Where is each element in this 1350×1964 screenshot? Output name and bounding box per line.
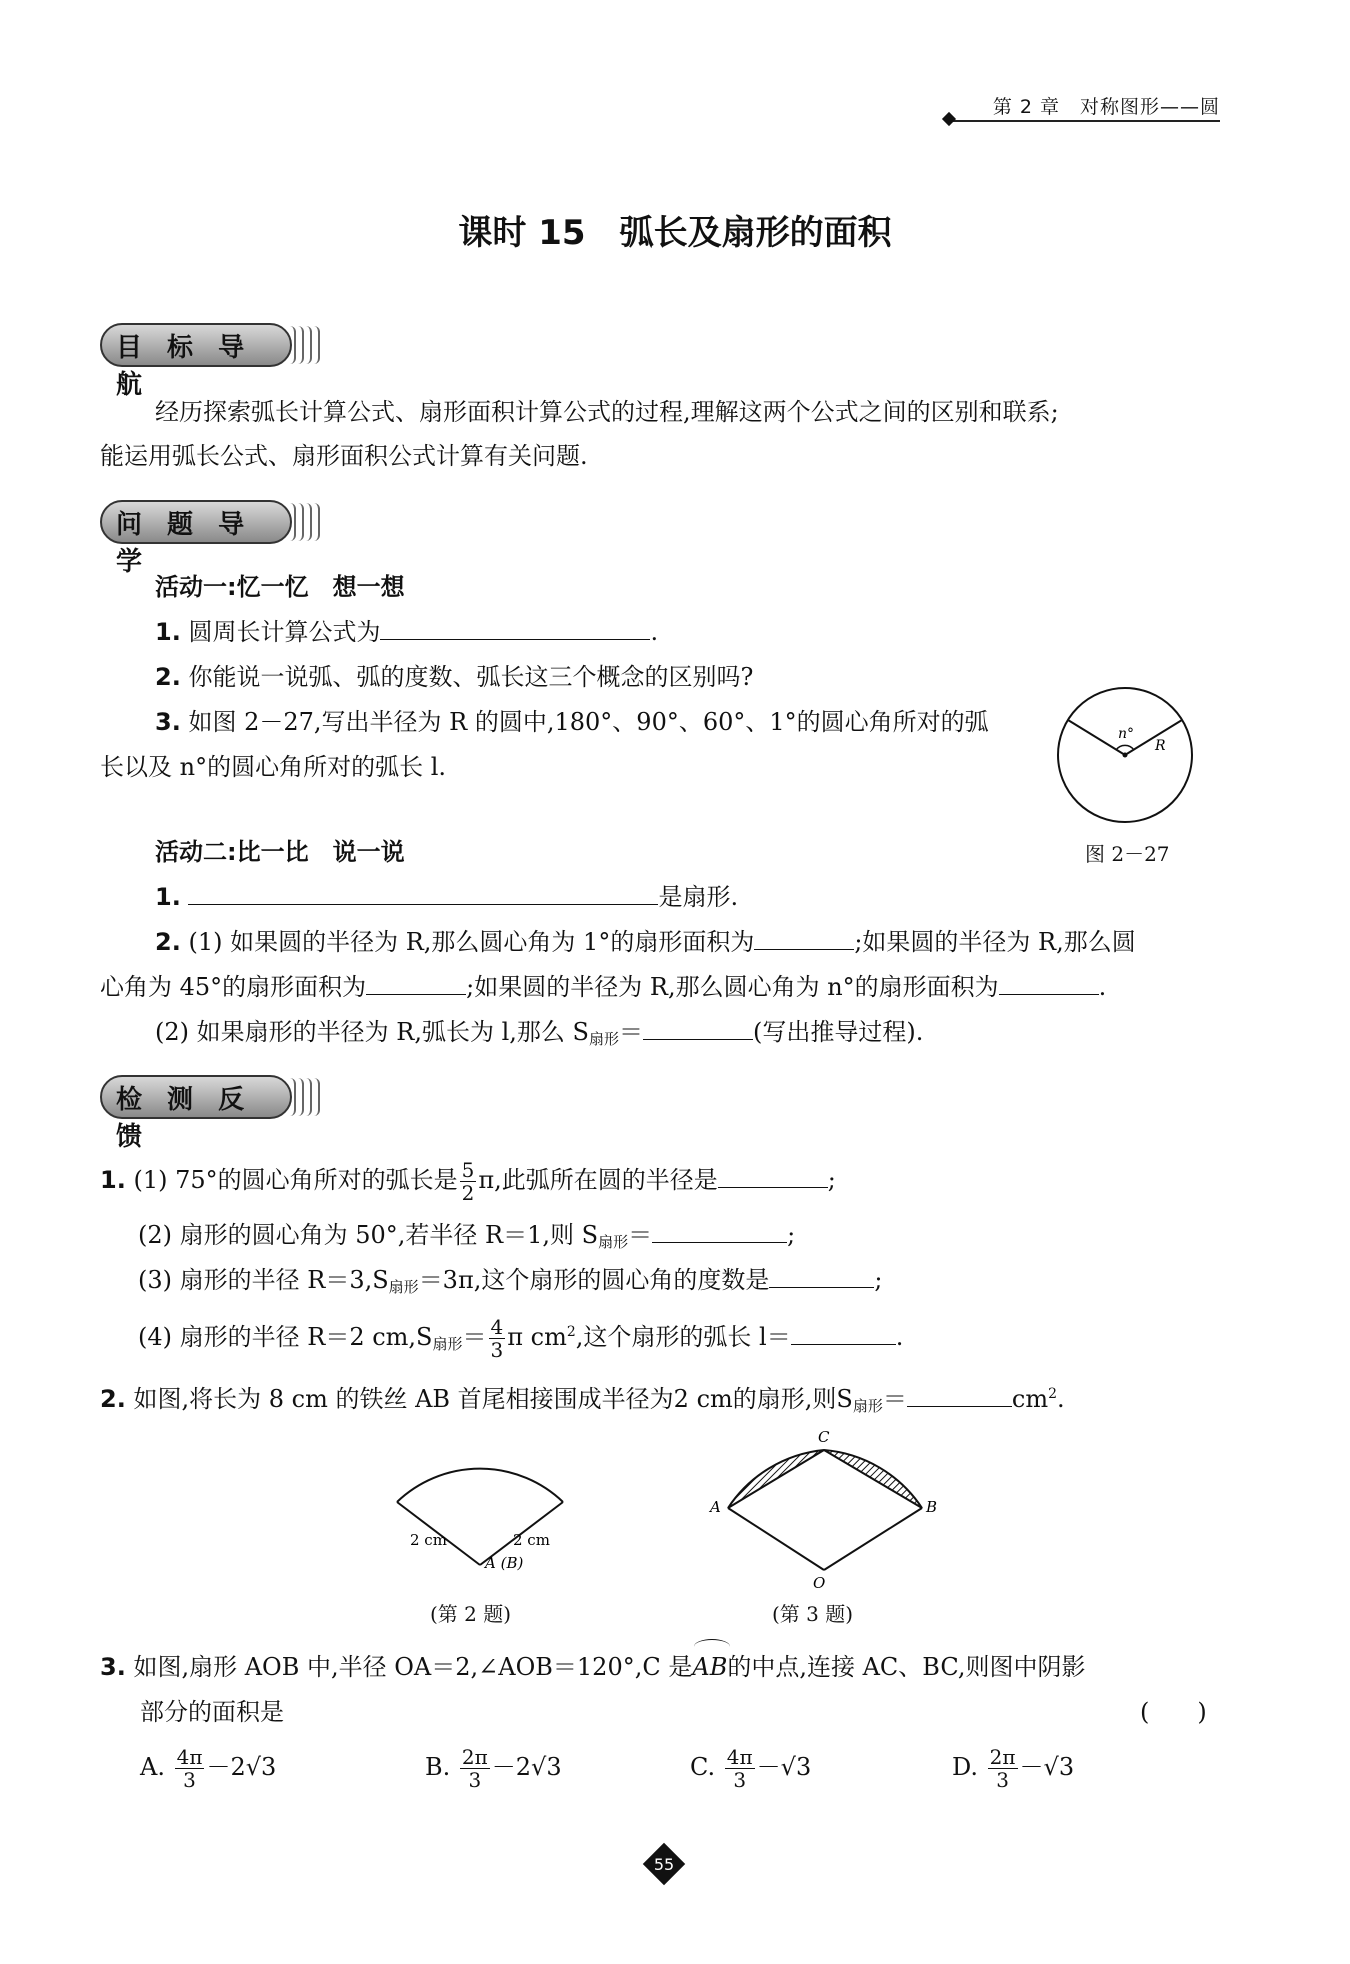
section-title: 目 标 导 航 bbox=[116, 333, 253, 400]
label-n: n° bbox=[1118, 726, 1135, 742]
q-number: 2. bbox=[155, 663, 181, 691]
option-label: C. bbox=[690, 1753, 716, 1781]
option-b[interactable] bbox=[425, 1745, 562, 1791]
option-a[interactable] bbox=[140, 1745, 276, 1791]
section-title: 检 测 反 馈 bbox=[116, 1085, 253, 1152]
q-text: ;如果圆的半径为 R,那么圆心角为 n°的扇形面积为 bbox=[466, 973, 999, 1001]
figure-caption-2-27: 图 2－27 bbox=[1085, 842, 1170, 866]
activity2-q1 bbox=[155, 875, 738, 919]
q3-options bbox=[140, 1745, 1240, 1805]
q-text: (1) 75°的圆心角所对的弧长是 bbox=[133, 1166, 458, 1194]
page-number: 55 bbox=[653, 1855, 675, 1874]
label-C: C bbox=[818, 1428, 830, 1446]
figure-caption-q2: (第 2 题) bbox=[430, 1602, 512, 1626]
section-badge-goal bbox=[100, 323, 290, 400]
shaded-segment-left bbox=[728, 1450, 824, 1508]
numerator: 2π bbox=[989, 1745, 1016, 1769]
subscript: 扇形 bbox=[588, 1030, 619, 1048]
activity1-q3 bbox=[155, 700, 989, 744]
subscript: 扇形 bbox=[432, 1335, 463, 1353]
numerator: 4π bbox=[176, 1745, 203, 1769]
answer-blank[interactable] bbox=[791, 1316, 896, 1345]
q-number: 2. bbox=[155, 928, 181, 956]
q-number: 1. bbox=[155, 883, 181, 911]
label-O: O bbox=[813, 1574, 826, 1590]
answer-blank[interactable] bbox=[380, 611, 650, 640]
denominator: 3 bbox=[468, 1768, 482, 1792]
activity2-q2-line3 bbox=[155, 1010, 923, 1061]
denominator: 3 bbox=[490, 1338, 504, 1362]
answer-blank[interactable] bbox=[718, 1159, 828, 1188]
label-point-A-B: A (B) bbox=[485, 1554, 524, 1572]
check-q1-2: (2) 扇形的圆心角为 50°,若半径 R＝1,则 $S_{扇形}=$ ; bbox=[138, 1213, 795, 1264]
answer-blank[interactable] bbox=[907, 1378, 1012, 1407]
denominator: 3 bbox=[183, 1768, 196, 1792]
numerator: 4 bbox=[490, 1315, 504, 1339]
answer-blank[interactable] bbox=[188, 876, 658, 905]
answer-blank[interactable] bbox=[769, 1259, 874, 1288]
q-number: 1. bbox=[100, 1166, 126, 1194]
q-text: 心角为 45°的扇形面积为 bbox=[100, 973, 367, 1001]
header-rule bbox=[950, 120, 1220, 122]
option-d[interactable] bbox=[952, 1745, 1074, 1791]
activity2-q2-line2: 心角为 45°的扇形面积为 ;如果圆的半径为 R,那么圆心角为 n°的扇形面积为 . bbox=[100, 965, 1106, 1009]
radius-OB bbox=[824, 1508, 922, 1570]
q-text: ,这个扇形的弧长 l＝ bbox=[575, 1323, 791, 1351]
subscript: 扇形 bbox=[598, 1233, 629, 1251]
check-q1-1: 1. (1) 75°的圆心角所对的弧长是 $\frac{5}{2}$ π,此弧所在圆的半径是 ; bbox=[100, 1158, 836, 1205]
activity1-q1: 1. 圆周长计算公式为 . bbox=[155, 610, 658, 654]
option-tail: －2√3 bbox=[491, 1753, 562, 1781]
section-title: 问 题 导 学 bbox=[116, 510, 253, 577]
activity2-q2-line1 bbox=[155, 920, 1136, 964]
denominator: 3 bbox=[996, 1768, 1009, 1792]
denominator: 3 bbox=[733, 1768, 747, 1792]
q-number: 2. bbox=[100, 1385, 126, 1413]
fraction bbox=[460, 1159, 477, 1204]
page-number-badge bbox=[640, 1840, 688, 1888]
figure-circle-2-27 bbox=[1050, 680, 1200, 830]
check-q3-line1 bbox=[100, 1645, 1086, 1689]
q-text: 如图,扇形 AOB 中,半径 OA＝2,∠AOB＝120°,C 是 bbox=[133, 1653, 693, 1681]
activity1-title: 活动一:忆一忆 想一想 bbox=[155, 573, 405, 601]
q-text: (写出推导过程). bbox=[752, 1018, 924, 1046]
answer-blank[interactable] bbox=[366, 966, 466, 995]
q-text: (3) 扇形的半径 R＝3,S bbox=[138, 1266, 389, 1294]
option-tail: －2√3 bbox=[206, 1753, 277, 1781]
check-q2: 2. 如图,将长为 8 cm 的铁丝 AB 首尾相接围成半径为2 cm的扇形,则$S_{扇形}= cm^2$. bbox=[100, 1372, 1065, 1428]
q-text: ＝3π,这个扇形的圆心角的度数是 bbox=[418, 1266, 770, 1294]
label-A: A bbox=[710, 1498, 721, 1516]
q-text: ;如果圆的半径为 R,那么圆 bbox=[854, 928, 1136, 956]
figure-q3-sector bbox=[700, 1420, 950, 1590]
q-text: 的中点,连接 AC、BC,则图中阴影 bbox=[727, 1653, 1086, 1681]
q-text: 如图 2－27,写出半径为 R 的圆中,180°、90°、60°、1°的圆心角所对的弧 bbox=[188, 708, 989, 736]
goal-line-1: 经历探索弧长计算公式、扇形面积计算公式的过程,理解这两个公式之间的区别和联系; bbox=[155, 398, 1059, 426]
answer-blank[interactable] bbox=[999, 966, 1099, 995]
check-q3-line2: 部分的面积是 bbox=[140, 1698, 284, 1726]
q-text: 你能说一说弧、弧的度数、弧长这三个概念的区别吗? bbox=[188, 663, 754, 691]
q-number: 3. bbox=[100, 1653, 126, 1681]
angle-arc bbox=[1116, 745, 1134, 750]
option-label: B. bbox=[425, 1753, 451, 1781]
denominator: 2 bbox=[461, 1181, 475, 1205]
label-R: R bbox=[1155, 738, 1166, 754]
label-radius-right: 2 cm bbox=[513, 1531, 550, 1549]
option-tail: －√3 bbox=[1019, 1753, 1075, 1781]
subscript: 扇形 bbox=[852, 1397, 883, 1415]
activity1-q2 bbox=[155, 655, 753, 699]
option-label: A. bbox=[140, 1753, 165, 1781]
radius-OA bbox=[728, 1508, 824, 1570]
arc-AB bbox=[692, 1645, 727, 1689]
fraction bbox=[489, 1316, 506, 1361]
option-c[interactable] bbox=[690, 1745, 811, 1791]
shaded-segment-right bbox=[824, 1450, 922, 1508]
q-text: 如图,将长为 8 cm 的铁丝 AB 首尾相接围成半径为2 cm的扇形,则S bbox=[133, 1385, 853, 1413]
q-text: π,此弧所在圆的半径是 bbox=[478, 1166, 718, 1194]
q-number: 3. bbox=[155, 708, 181, 736]
numerator: 5 bbox=[461, 1158, 475, 1182]
option-tail: －√3 bbox=[756, 1753, 812, 1781]
q-text: ＝ bbox=[618, 1018, 643, 1046]
activity2-title: 活动二:比一比 说一说 bbox=[155, 838, 405, 866]
q-text: cm bbox=[1011, 1385, 1049, 1413]
answer-paren[interactable]: ( ) bbox=[1140, 1698, 1207, 1726]
sector-arc bbox=[397, 1469, 563, 1502]
goal-line-2: 能运用弧长公式、扇形面积公式计算有关问题. bbox=[100, 442, 588, 470]
q-number: 1. bbox=[155, 618, 181, 646]
header-diamond-icon bbox=[942, 112, 956, 126]
check-q1-3: (3) 扇形的半径 $R=3,S_{扇形}=3\pi$,这个扇形的圆心角的度数是 ; bbox=[138, 1258, 882, 1309]
check-q1-4: (4) 扇形的半径 R＝2 $cm,S_{扇形}=$ $\frac{4}{3}$ π $cm^2$,这个扇形的弧长 l＝ . bbox=[138, 1315, 904, 1362]
answer-blank[interactable] bbox=[754, 921, 854, 950]
section-badge-guide bbox=[100, 500, 290, 577]
section-badge-check bbox=[100, 1075, 290, 1152]
q-text: (4) 扇形的半径 R＝2 cm,S bbox=[138, 1323, 433, 1351]
numerator: 2π bbox=[461, 1745, 488, 1769]
subscript: 扇形 bbox=[388, 1278, 419, 1296]
chapter-header: 第 2 章 对称图形——圆 bbox=[992, 96, 1220, 118]
figure-q2-sector bbox=[385, 1440, 575, 1600]
page-title: 课时 15 弧长及扇形的面积 bbox=[458, 213, 892, 253]
q-text: 圆周长计算公式为 bbox=[188, 618, 381, 646]
numerator: 4π bbox=[726, 1745, 753, 1769]
center-point bbox=[1123, 753, 1128, 758]
q-text: 是扇形. bbox=[658, 883, 739, 911]
label-radius-left: 2 cm bbox=[410, 1531, 447, 1549]
arc-label: AB bbox=[692, 1653, 728, 1681]
q-text: (2) 如果扇形的半径为 R,弧长为 l,那么 S bbox=[155, 1018, 589, 1046]
answer-blank[interactable] bbox=[643, 1011, 753, 1040]
activity1-q3-line2: 长以及 n°的圆心角所对的弧长 l. bbox=[100, 753, 447, 781]
label-B: B bbox=[926, 1498, 938, 1516]
answer-blank[interactable] bbox=[652, 1214, 787, 1243]
q-text: (1) 如果圆的半径为 R,那么圆心角为 1°的扇形面积为 bbox=[188, 928, 755, 956]
q-text: (2) 扇形的圆心角为 50°,若半径 R＝1,则 S bbox=[138, 1221, 599, 1249]
q-text: π cm bbox=[507, 1323, 567, 1351]
option-label: D. bbox=[952, 1753, 979, 1781]
figure-caption-q3: (第 3 题) bbox=[772, 1602, 854, 1626]
q-text: ＝ bbox=[882, 1385, 907, 1413]
